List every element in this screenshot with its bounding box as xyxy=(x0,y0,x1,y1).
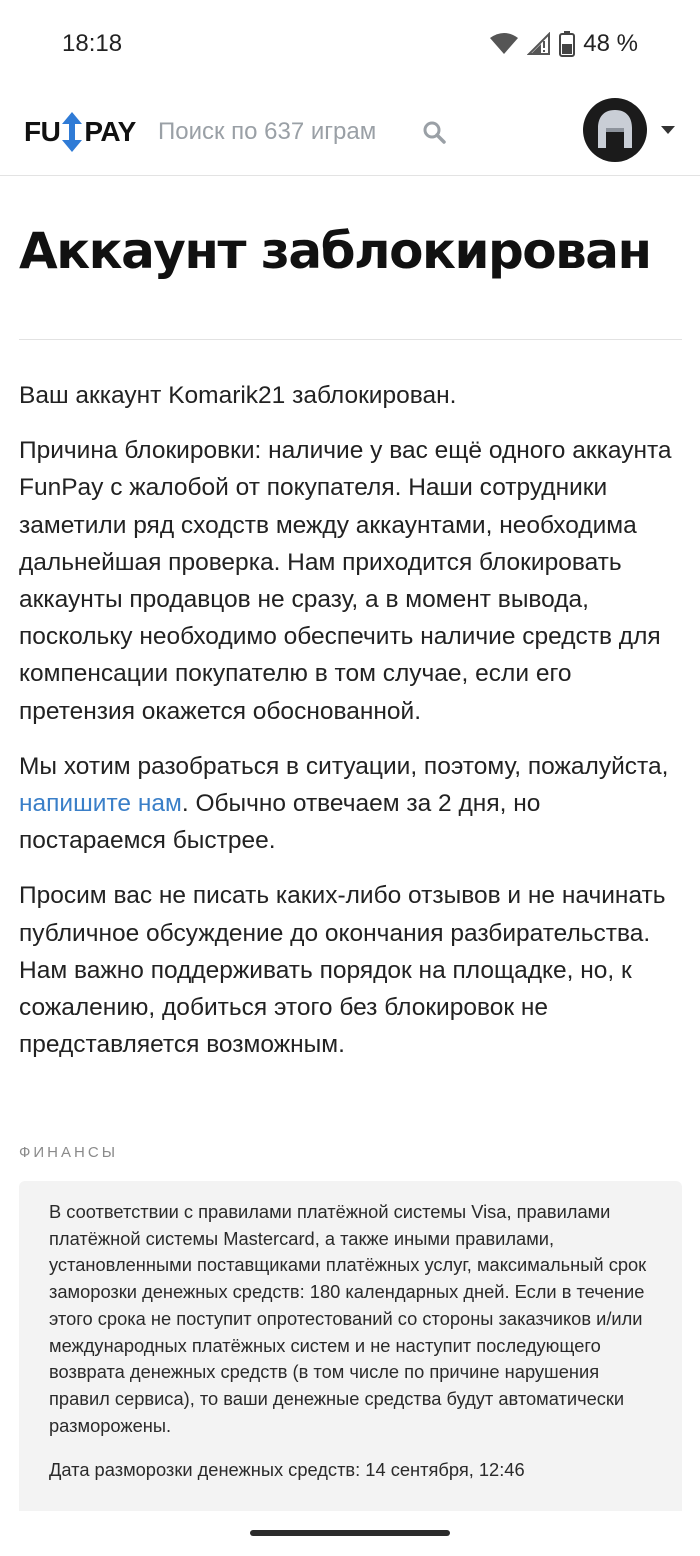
status-bar xyxy=(0,0,700,88)
home-gesture-handle[interactable] xyxy=(250,1530,450,1536)
contact-paragraph xyxy=(19,748,683,860)
battery-icon xyxy=(559,31,575,57)
caret-down-icon[interactable] xyxy=(660,125,676,135)
battery-percent: 48 % xyxy=(583,30,638,57)
helmet-icon xyxy=(583,98,647,162)
search-input[interactable] xyxy=(158,118,408,146)
finance-section-label: ФИНАНСЫ xyxy=(19,1144,118,1161)
funpay-logo[interactable] xyxy=(24,112,136,152)
unfreeze-date-text: Дата разморозки денежных средств: 14 сентября, 12:46 xyxy=(49,1459,525,1481)
wifi-icon xyxy=(489,32,519,56)
freeze-rules-text: В соответствии с правилами платёжной системы Visa, правилами платёжной системы Mastercard, а также иными правилами, установленными поставщиками платёжных услуг, максимальный срок заморозки денежных средств: 180 календарных дней. Если в течение этого срока не поступит опротестований со стороны заказчиков и/или международных платёжных систем и не наступит последующего возврата денежных средств (в том числе по причине нарушения правил сервиса), то ваши денежные средства будут автоматически разморожены. xyxy=(49,1201,647,1436)
write-to-us-link[interactable]: напишите нам xyxy=(19,790,182,818)
avatar[interactable] xyxy=(583,98,647,162)
title-divider xyxy=(19,339,682,340)
page-title: Аккаунт заблокирован xyxy=(19,222,651,280)
logo-arrows-icon xyxy=(61,112,83,152)
contact-text-after: . Обычно отвечаем за 2 дня, но постараемся быстрее. xyxy=(19,790,541,855)
status-time: 18:18 xyxy=(62,30,123,57)
logo-text-right: PAY xyxy=(84,116,136,147)
logo-text-left: FU xyxy=(24,116,61,147)
no-reviews-text: Просим вас не писать каких-либо отзывов и не начинать публичное обсуждение до окончания разбирательства. Нам важно поддерживать порядок на площадке, но, к сожалению, добиться этого без блокировок не представляется возможным. xyxy=(19,882,666,1059)
message-body xyxy=(19,377,683,1081)
search-icon[interactable] xyxy=(422,120,446,144)
search-bar xyxy=(158,112,448,152)
top-bar xyxy=(0,88,700,176)
blocked-account-text: Ваш аккаунт Komarik21 заблокирован. xyxy=(19,382,457,409)
contact-text-before: Мы хотим разобраться в ситуации, поэтому, пожалуйста, xyxy=(19,752,669,780)
status-icons xyxy=(489,30,638,58)
finance-info-box xyxy=(19,1181,682,1521)
block-reason-text: Причина блокировки: наличие у вас ещё одного аккаунта FunPay с жалобой от покупателя. Наши сотрудники заметили ряд сходств между аккаунтами, необходима дальнейшая проверка. Нам приходится блокировать аккаунты продавцов не сразу, а в момент вывода, поскольку необходимо обеспечить наличие средств для компенсации покупателю в том случае, если его претензия окажется обоснованной. xyxy=(19,437,672,725)
signal-icon xyxy=(527,32,551,56)
